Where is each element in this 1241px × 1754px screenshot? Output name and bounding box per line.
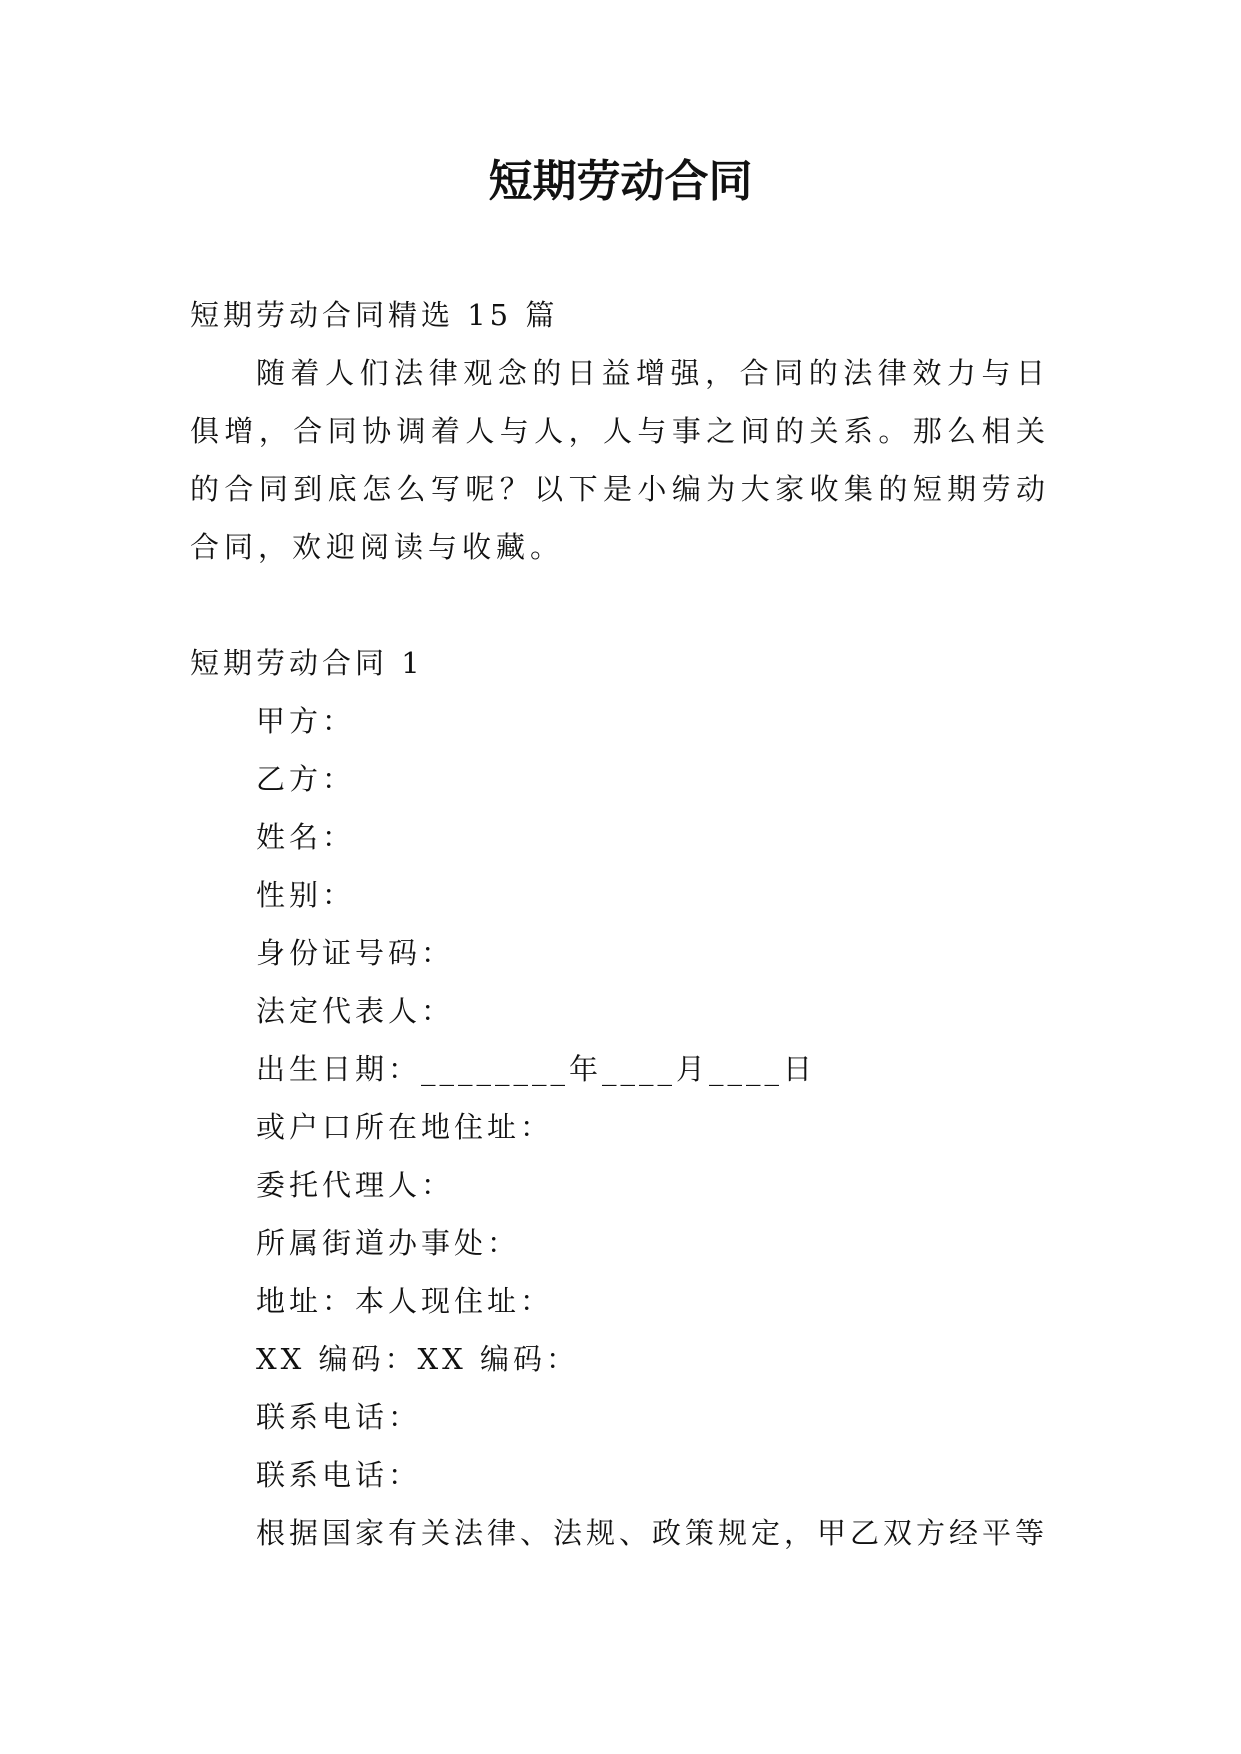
contract-preamble-line: 根据国家有关法律、法规、政策规定，甲乙双方经平等 <box>256 1516 1049 1550</box>
paragraph-spacer <box>190 576 1050 634</box>
collection-subtitle: 短期劳动合同精选 15 篇 <box>190 298 559 332</box>
field-id-number: 身份证号码： <box>256 936 455 970</box>
field-current-address: 地址：本人现住址： <box>256 1284 554 1318</box>
field-gender: 性别： <box>256 878 356 912</box>
intro-paragraph: 随着人们法律观念的日益增强，合同的法律效力与日俱增，合同协调着人与人，人与事之间的关系。那么相关的合同到底怎么写呢？以下是小编为大家收集的短期劳动合同，欢迎阅读与收藏。 <box>190 356 1050 564</box>
contract-heading: 短期劳动合同 1 <box>190 646 424 680</box>
document-title: 短期劳动合同 <box>488 156 753 207</box>
field-party-a: 甲方： <box>256 704 356 738</box>
document-body <box>190 286 1050 1562</box>
field-legal-representative: 法定代表人： <box>256 994 455 1028</box>
field-birth-date: 出生日期：________年____月____日 <box>256 1052 817 1086</box>
field-subdistrict-office: 所属街道办事处： <box>256 1226 521 1260</box>
field-party-b: 乙方： <box>256 762 356 796</box>
field-postal-code: XX 编码：XX 编码： <box>256 1342 580 1376</box>
field-household-address: 或户口所在地住址： <box>256 1110 554 1144</box>
field-name: 姓名： <box>256 820 356 854</box>
field-phone-party-b: 联系电话： <box>256 1458 422 1492</box>
field-authorized-agent: 委托代理人： <box>256 1168 455 1202</box>
field-phone-party-a: 联系电话： <box>256 1400 422 1434</box>
